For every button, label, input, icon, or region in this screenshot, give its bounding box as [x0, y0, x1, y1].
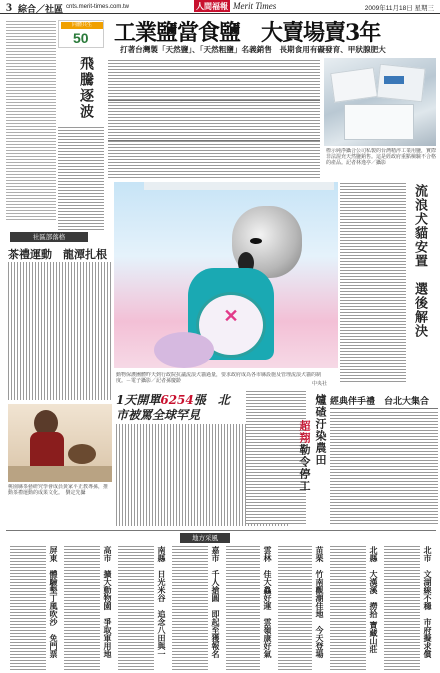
- tea-photo-caption: 桃園縣茶藝研究學會成員黃家平正教導孫，推動茶禮運動的成果文化。 劉定先攝: [8, 484, 109, 496]
- lead-headline: 工業鹽當食鹽 大賣場賣3年: [114, 20, 381, 46]
- salt-photo-credit: 記者林逸亭／攝影: [346, 160, 387, 166]
- bottom-item-8: 屏東 體驗墾丁風吹沙 免門票: [49, 546, 59, 658]
- lead-left-text: [6, 20, 56, 220]
- anniversary-badge: [58, 20, 104, 48]
- lead-subhead: 打著台灣製「天然鹽」、「天然粗鹽」名義銷售 長期食用有礙發育、甲狀腺肥大: [120, 45, 386, 54]
- stray-body: [340, 182, 406, 382]
- bottom-item-4: 雲林 佳大鱻好運 雲嶺康好氣: [263, 546, 273, 658]
- dog-photo-caption: 動物保護團體昨天到行政院抗議流浪犬貓過量，要求政府成為各市縣設施及管理流浪犬貓的制度。－電子攝影／記者孫慶齡: [116, 372, 322, 384]
- brand-en: Merit Times: [233, 1, 277, 11]
- bottom-label: 地方采風: [180, 533, 230, 543]
- dog-photo: ✕: [114, 182, 338, 368]
- bottom-item-1: 北市 文湖線不穩 市府擬求償: [423, 546, 433, 658]
- tea-photo: [8, 404, 112, 482]
- neihu-headline: 經典伴手禮 台北大集合: [330, 397, 430, 407]
- column-tag: 社區部落格: [10, 232, 88, 242]
- lead-body: [108, 58, 320, 178]
- taipei-headline: 1天開單6254張 北市被罵全球罕見: [116, 393, 230, 422]
- section-name: 綜合／社區: [18, 5, 64, 15]
- column-body: [8, 262, 112, 400]
- side-headline: 飛騰逐波: [78, 56, 94, 120]
- dog-photo-credit: 中央社: [312, 381, 328, 387]
- bottom-item-2: 北縣 大漢溪 撈拾 寶藏山莊: [369, 546, 379, 653]
- farm-headline-2: 超翔勒令停工: [298, 420, 311, 492]
- farm-headline-1: 爐碴汙染農田: [314, 394, 327, 466]
- side-text: [58, 126, 104, 230]
- salt-photo-caption: 標示純淨攝合公司私製的台灣精淬工業用鹽，實際非法混充天然鹽銷售。這是經政府重點檢驗不合格的產品。記者林逸亭／攝影: [326, 148, 436, 166]
- issue-date: 2009年11月18日 星期三: [364, 5, 434, 12]
- site-url: cnts.merit-times.com.tw: [66, 4, 130, 10]
- masthead: [0, 0, 440, 14]
- brand-logo: 人間福報: [196, 1, 228, 11]
- bottom-item-7: 高市 擴大動物園 爭取軍用地: [103, 546, 113, 658]
- bottom-item-5: 嘉市 千人搶圓 即起至獲報名: [211, 546, 221, 658]
- bottom-strip: [6, 546, 436, 670]
- neihu-body: [330, 412, 438, 524]
- bottom-item-6: 南縣 日光米谷 追念八田與一: [157, 546, 167, 658]
- column-title: 茶禮運動 龍潭扎根: [8, 248, 107, 261]
- badge-number: 50: [73, 30, 89, 46]
- stray-headline: 流浪犬貓安置 選後解決: [412, 184, 427, 338]
- salt-photo: [324, 58, 436, 146]
- bottom-item-3: 苗栗 竹南觀潮佳地 今天登場: [315, 546, 325, 658]
- badge-top: 同體共生: [61, 22, 103, 29]
- page-number: 3: [6, 0, 12, 14]
